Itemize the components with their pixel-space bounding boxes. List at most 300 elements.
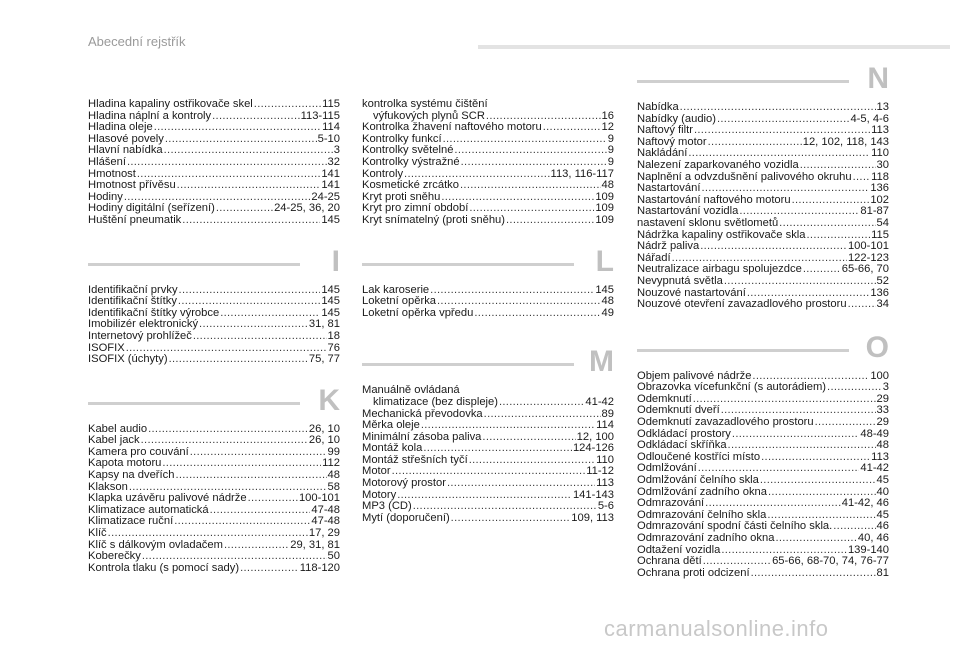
entry-page: 50 bbox=[327, 550, 340, 563]
dot-leader bbox=[443, 134, 607, 146]
entry-page: 12, 100 bbox=[576, 430, 614, 443]
entry-term: Montáž kola bbox=[362, 442, 423, 455]
entry-term: Hodiny digitální (seřízení) bbox=[88, 202, 215, 215]
index-entry bbox=[88, 157, 340, 169]
entry-term: Kamera pro couvání bbox=[88, 445, 189, 458]
entry-page: 81-87 bbox=[860, 205, 889, 218]
dot-leader bbox=[108, 528, 308, 540]
entry-term: Klapka uzávěru palivové nádrže bbox=[88, 492, 247, 505]
entries-k-cont bbox=[362, 111, 614, 227]
entry-page: 47-48 bbox=[311, 503, 340, 516]
dot-leader bbox=[800, 160, 876, 172]
entry-page: 110 bbox=[596, 453, 614, 466]
dot-leader bbox=[708, 137, 802, 149]
entry-page: 5-6 bbox=[597, 500, 614, 513]
entry-page: 41-42 bbox=[585, 395, 614, 408]
entry-page: 109, 113 bbox=[571, 511, 614, 524]
index-entry bbox=[362, 180, 614, 192]
entry-page: 100-101 bbox=[298, 492, 340, 505]
index-entry bbox=[88, 215, 340, 227]
entry-page: 29, 31, 81 bbox=[290, 538, 340, 551]
entry-page: 48-49 bbox=[860, 427, 889, 440]
entry-page: 141 bbox=[321, 167, 340, 180]
dot-leader bbox=[469, 455, 595, 467]
index-column-3 bbox=[637, 64, 889, 579]
entry-term: Odemknutí dveří bbox=[637, 404, 720, 417]
dot-leader bbox=[178, 296, 320, 308]
entry-term: Odmrazování čelního skla bbox=[637, 508, 767, 521]
dot-leader bbox=[451, 513, 571, 525]
entry-term: Hladina kapaliny ostřikovače skel bbox=[88, 98, 253, 110]
index-entry bbox=[637, 218, 889, 230]
entry-term: Kryt pro zimní období bbox=[362, 202, 469, 215]
entry-page: 17, 29 bbox=[308, 527, 340, 540]
entry-page: 112 bbox=[322, 457, 340, 470]
dot-leader bbox=[853, 172, 871, 184]
dot-leader bbox=[162, 458, 321, 470]
entry-page: 5-10 bbox=[317, 132, 340, 145]
dot-leader bbox=[460, 180, 601, 192]
dot-leader bbox=[803, 264, 841, 276]
dot-leader bbox=[397, 490, 572, 502]
dot-leader bbox=[190, 447, 327, 459]
index-entry bbox=[362, 296, 614, 308]
entry-term: Naftový motor bbox=[637, 135, 707, 148]
section-letter-o: O bbox=[865, 330, 889, 364]
dot-leader bbox=[169, 354, 308, 366]
entry-term: Kapsy na dveřích bbox=[88, 469, 175, 482]
entry-term: Hmotnost bbox=[88, 167, 136, 180]
entry-page: 114 bbox=[322, 121, 340, 134]
entries-k bbox=[88, 424, 340, 575]
section-header-n bbox=[637, 64, 889, 102]
entry-term: Nalezení zaparkovaného vozidla bbox=[637, 158, 799, 171]
entry-page: 89 bbox=[601, 407, 614, 420]
section-letter-i: I bbox=[331, 244, 340, 278]
entry-term: Odmrazování spodní části čelního skla. bbox=[637, 520, 833, 533]
entry-page: 145 bbox=[321, 283, 340, 296]
index-entry bbox=[362, 420, 614, 432]
entry-page: 136 bbox=[870, 182, 889, 195]
entry-term: Klíč bbox=[88, 527, 107, 540]
entry-page: 109 bbox=[595, 213, 614, 226]
entry-term: Motorový prostor bbox=[362, 477, 446, 490]
entry-page: 48 bbox=[601, 295, 614, 308]
entry-term: Kapota motoru bbox=[88, 457, 162, 470]
entry-term: Hmotnost přívěsu bbox=[88, 179, 176, 192]
index-entry bbox=[88, 563, 340, 575]
entry-term: Internetový prohlížeč bbox=[88, 329, 192, 342]
entry-page: 139-140 bbox=[847, 543, 889, 556]
dot-leader bbox=[216, 203, 273, 215]
dot-leader bbox=[700, 241, 847, 253]
entry-page: 110 bbox=[871, 147, 889, 160]
entry-page: 47-48 bbox=[311, 515, 340, 528]
index-entry bbox=[88, 516, 340, 528]
entry-term: ISOFIX (úchyty) bbox=[88, 353, 168, 366]
index-entry bbox=[637, 276, 889, 288]
entry-page: 115 bbox=[322, 98, 340, 110]
entry-page: 99 bbox=[327, 445, 340, 458]
entry-term: Loketní opěrka vpředu bbox=[362, 306, 474, 319]
entry-page: 115 bbox=[871, 228, 889, 241]
entry-term: Kryt proti sněhu bbox=[362, 190, 441, 203]
index-entry bbox=[637, 533, 889, 545]
entry-page: 26, 10 bbox=[308, 422, 340, 435]
entry-term: Lak karoserie bbox=[362, 283, 430, 296]
entry-page: 145 bbox=[321, 213, 340, 226]
section-letter-l: L bbox=[595, 244, 614, 278]
dot-leader bbox=[484, 409, 601, 421]
entry-page: 124-126 bbox=[572, 442, 614, 455]
index-entry bbox=[362, 397, 614, 409]
index-column-1 bbox=[88, 99, 340, 574]
dot-leader bbox=[724, 276, 876, 288]
entry-page: 65-66, 70 bbox=[841, 263, 889, 276]
entry-page: 45 bbox=[876, 474, 889, 487]
section-letter-k: K bbox=[318, 383, 340, 417]
dot-leader bbox=[779, 218, 875, 230]
entry-page: 49 bbox=[601, 306, 614, 319]
entry-term: Kryt snímatelný (proti sněhu) bbox=[362, 213, 506, 226]
entry-term: Odemknutí zavazadlového prostoru bbox=[637, 416, 814, 429]
dot-leader bbox=[182, 215, 320, 227]
dot-leader bbox=[827, 382, 882, 394]
entry-term: MP3 (CD) bbox=[362, 500, 412, 513]
section-header-i bbox=[88, 244, 340, 285]
index-entry bbox=[362, 478, 614, 490]
entry-term: Hladina náplní a kontroly bbox=[88, 109, 212, 122]
entry-page: 31, 81 bbox=[308, 318, 340, 331]
dot-leader bbox=[506, 215, 594, 227]
entry-page: 81 bbox=[876, 566, 889, 579]
index-entry bbox=[88, 354, 340, 366]
entry-term: Hlasové povely bbox=[88, 132, 164, 145]
index-entry bbox=[362, 455, 614, 467]
entry-page: 141 bbox=[321, 179, 340, 192]
index-entry bbox=[362, 513, 614, 525]
entry-term: Odkládací skříňka bbox=[637, 439, 727, 452]
entry-term: Koberečky bbox=[88, 550, 141, 563]
entry-term: Ochrana dětí bbox=[637, 555, 702, 568]
index-entry bbox=[362, 308, 614, 320]
section-header-l bbox=[362, 244, 614, 285]
dot-leader bbox=[240, 563, 299, 575]
index-entry bbox=[88, 528, 340, 540]
entry-term: Klíč s dálkovým ovladačem bbox=[88, 538, 223, 551]
dot-leader bbox=[224, 540, 289, 552]
entry-term: Nastartování vozidla bbox=[637, 205, 739, 218]
dot-leader bbox=[127, 157, 327, 169]
index-entry bbox=[637, 568, 889, 580]
entry-term: Odkládací prostory bbox=[637, 427, 731, 440]
entry-term: Nářadí bbox=[637, 251, 671, 264]
entry-term: Mytí (doporučení) bbox=[362, 511, 450, 524]
entry-term: Odtažení vozidla bbox=[637, 543, 721, 556]
entry-page: 40 bbox=[876, 485, 889, 498]
entry-term: Měrka oleje bbox=[362, 419, 420, 432]
entry-page: 102 bbox=[870, 193, 889, 206]
entry-page: 113-115 bbox=[300, 109, 340, 122]
entry-term: Nádrž paliva bbox=[637, 240, 700, 253]
dot-leader bbox=[179, 285, 321, 297]
entry-term: Kontrolka žhavení naftového motoru bbox=[362, 121, 542, 134]
index-entry bbox=[362, 157, 614, 169]
entry-page: 16 bbox=[601, 109, 614, 122]
entry-term: Hodiny bbox=[88, 190, 123, 203]
dot-leader bbox=[760, 475, 876, 487]
entry-page: 118-120 bbox=[299, 561, 340, 574]
entry-page: 65-66, 68-70, 74, 76-77 bbox=[772, 555, 889, 568]
entry-term: Kabel jack bbox=[88, 434, 140, 447]
entry-term: Kontrola tlaku (s pomocí sady) bbox=[88, 561, 240, 574]
section-letter-m: M bbox=[589, 345, 614, 379]
entry-page: 9 bbox=[607, 144, 614, 157]
entry-page: 29 bbox=[876, 392, 889, 405]
entry-term: Kontrolky funkcí bbox=[362, 132, 442, 145]
entry-page: 33 bbox=[876, 404, 889, 417]
index-entry bbox=[362, 215, 614, 227]
entry-page: 145 bbox=[595, 283, 614, 296]
dot-leader bbox=[437, 296, 601, 308]
dot-leader bbox=[164, 145, 333, 157]
entries-o bbox=[637, 371, 889, 580]
entry-term: Nabídky (audio) bbox=[637, 112, 716, 125]
entry-page: 118 bbox=[871, 170, 889, 183]
entry-page: 11-12 bbox=[586, 465, 614, 478]
section-header-o bbox=[637, 330, 889, 371]
entry-term: Nádržka kapaliny ostřikovače skla bbox=[637, 228, 806, 241]
entry-term: Loketní opěrka bbox=[362, 295, 437, 308]
entry-term: Neutralizace airbagu spolujezdce bbox=[637, 263, 802, 276]
dot-leader bbox=[543, 122, 601, 134]
dot-leader bbox=[717, 114, 849, 126]
dot-leader bbox=[174, 516, 310, 528]
dot-leader bbox=[254, 99, 321, 111]
entry-page: 141-143 bbox=[572, 488, 614, 501]
entry-term: Nouzové otevření zavazadlového prostoru bbox=[637, 298, 847, 311]
watermark: carmanualsonline.info bbox=[604, 616, 829, 641]
entry-page: 58 bbox=[327, 480, 340, 493]
dot-leader bbox=[210, 505, 311, 517]
entry-term: Odloučené kostříci místo bbox=[637, 450, 761, 463]
entry-page: 100 bbox=[870, 369, 889, 382]
entry-page: 32 bbox=[327, 155, 340, 168]
entry-page: 3 bbox=[882, 381, 889, 394]
dot-leader bbox=[474, 308, 600, 320]
entry-term: Odmrazování zadního okna bbox=[637, 532, 775, 544]
entry-page: 13 bbox=[876, 101, 889, 113]
dot-leader bbox=[499, 397, 584, 409]
entry-term: Identifikační štítky bbox=[88, 295, 177, 308]
dot-leader bbox=[701, 183, 869, 195]
entry-page: 29 bbox=[876, 416, 889, 429]
dot-leader bbox=[199, 319, 308, 331]
entry-term: Naplnění a odvzdušnění palivového okruhu bbox=[637, 170, 852, 183]
entry-term: Klakson bbox=[88, 480, 128, 493]
entry-term: Minimální zásoba paliva bbox=[362, 430, 482, 443]
index-column-2 bbox=[362, 99, 614, 524]
index-entry bbox=[637, 241, 889, 253]
entry-term: nastavení sklonu světlometů bbox=[637, 216, 779, 229]
index-entry bbox=[88, 180, 340, 192]
entry-term: Hladina oleje bbox=[88, 121, 153, 134]
entry-term: ISOFIX bbox=[88, 341, 125, 354]
entry-page: 76 bbox=[327, 341, 340, 354]
entry-page: 113 bbox=[596, 477, 614, 490]
entry-page: 12 bbox=[601, 121, 614, 134]
dot-leader bbox=[154, 122, 321, 134]
dot-leader bbox=[165, 134, 317, 146]
dot-leader bbox=[732, 429, 859, 441]
dot-leader bbox=[148, 424, 308, 436]
index-entry: Manuálně ovládaná bbox=[362, 384, 460, 397]
entry-term: Identifikační prvky bbox=[88, 283, 178, 296]
dot-leader bbox=[175, 470, 326, 482]
entry-page: 136 bbox=[870, 286, 889, 299]
entries-l bbox=[362, 285, 614, 320]
dot-leader bbox=[430, 285, 594, 297]
index-entry bbox=[637, 417, 889, 429]
entry-term: Nevypnutá světla bbox=[637, 274, 723, 287]
entries-m bbox=[362, 397, 614, 525]
entry-term: Odemknutí bbox=[637, 392, 692, 405]
entry-page: 26, 10 bbox=[308, 434, 340, 447]
entry-term: Kosmetické zrcátko bbox=[362, 179, 459, 192]
entry-term: klimatizace (bez displeje) bbox=[373, 395, 498, 408]
entry-page: 113 bbox=[871, 450, 889, 463]
dot-leader bbox=[220, 308, 320, 320]
dot-leader bbox=[248, 493, 298, 505]
entry-term: Kontroly bbox=[362, 167, 404, 180]
entry-page: 52 bbox=[876, 274, 889, 287]
section-header-m bbox=[362, 347, 614, 385]
entry-term: Nastartování naftového motoru bbox=[637, 193, 791, 206]
entry-term: Mechanická převodovka bbox=[362, 407, 483, 420]
entry-page: 24-25, 36, 20 bbox=[274, 202, 340, 215]
entry-page: 30 bbox=[876, 158, 889, 171]
entry-term: Kabel audio bbox=[88, 422, 148, 435]
dot-leader bbox=[193, 331, 327, 343]
entry-page: 9 bbox=[607, 155, 614, 168]
entry-page: 75, 77 bbox=[308, 353, 340, 366]
dot-leader bbox=[775, 533, 856, 545]
entry-term: Klimatizace ruční bbox=[88, 515, 174, 528]
entry-page: 48 bbox=[876, 439, 889, 452]
index-entry bbox=[88, 331, 340, 343]
index-entry bbox=[637, 102, 889, 114]
index-entry bbox=[88, 99, 340, 111]
entry-page: 48 bbox=[327, 469, 340, 482]
dot-leader bbox=[751, 568, 876, 580]
entry-term: Klimatizace automatická bbox=[88, 503, 209, 516]
entries-i bbox=[88, 285, 340, 366]
dot-leader bbox=[693, 394, 876, 406]
entry-page: 109 bbox=[595, 190, 614, 203]
entry-page: 40, 46 bbox=[857, 532, 889, 544]
dot-leader bbox=[761, 452, 870, 464]
entry-term: výfukových plynů SCR bbox=[373, 109, 485, 122]
entry-page: 41-42 bbox=[860, 462, 889, 475]
header-divider bbox=[478, 45, 950, 49]
entry-page: 46 bbox=[876, 520, 889, 533]
dot-leader bbox=[212, 111, 299, 123]
entry-term: Odmlžování bbox=[637, 462, 697, 475]
dot-leader bbox=[461, 157, 607, 169]
entry-term: Montáž střešních tyčí bbox=[362, 453, 468, 466]
entry-term: Kontrolky výstražné bbox=[362, 155, 460, 168]
section-letter-n: N bbox=[867, 62, 889, 95]
entry-term: Obrazovka vícefunkční (s autorádiem) bbox=[637, 381, 827, 394]
dot-leader bbox=[815, 417, 876, 429]
dot-leader bbox=[482, 432, 575, 444]
entry-term: Imobilizér elektronický bbox=[88, 318, 199, 331]
entry-term: Ochrana proti odcizení bbox=[637, 566, 750, 579]
entries-h bbox=[88, 99, 340, 227]
entry-page: 12, 102, 118, 143 bbox=[802, 135, 889, 148]
dot-leader bbox=[447, 478, 595, 490]
dot-leader bbox=[848, 299, 876, 311]
section-header-k bbox=[88, 383, 340, 424]
entry-term: Hlavní nabídka bbox=[88, 144, 163, 157]
entry-page: 114 bbox=[596, 419, 614, 432]
entry-term: Nouzové nastartování bbox=[637, 286, 746, 299]
entry-term: Odmlžování čelního skla bbox=[637, 474, 759, 487]
entry-term: Identifikační štítky výrobce bbox=[88, 306, 220, 319]
entry-page: 9 bbox=[607, 132, 614, 145]
entry-term: Nakládání bbox=[637, 147, 688, 160]
index-entry bbox=[637, 299, 889, 311]
dot-leader bbox=[177, 180, 321, 192]
index-entry bbox=[637, 183, 889, 195]
index-entry bbox=[637, 475, 889, 487]
entry-page: 4-5, 4-6 bbox=[850, 112, 889, 125]
entries-n bbox=[637, 102, 889, 311]
entry-page: 113 bbox=[871, 124, 889, 137]
entry-term: Odmrazování bbox=[637, 497, 705, 510]
page-header-title: Abecední rejstřík bbox=[88, 34, 186, 49]
entry-term: Kontrolky světelné bbox=[362, 144, 454, 157]
dot-leader bbox=[454, 145, 606, 157]
entry-term: Motory bbox=[362, 488, 397, 501]
entry-page: 145 bbox=[321, 295, 340, 308]
entry-page: 3 bbox=[333, 144, 340, 157]
entry-term: Hlášení bbox=[88, 155, 126, 168]
entry-page: 113, 116-117 bbox=[550, 167, 614, 180]
entry-page: 145 bbox=[321, 306, 340, 319]
entry-term: Odmlžování zadního okna bbox=[637, 485, 767, 498]
entry-page: 34 bbox=[876, 298, 889, 311]
entry-page: 109 bbox=[595, 202, 614, 215]
entry-page: 18 bbox=[327, 329, 340, 342]
entry-term: Huštění pneumatik bbox=[88, 213, 182, 226]
dot-leader bbox=[792, 195, 870, 207]
entry-page: 100-101 bbox=[847, 240, 889, 253]
dot-leader bbox=[680, 102, 876, 114]
entry-page: 41-42, 46 bbox=[841, 497, 889, 510]
dot-leader bbox=[421, 420, 595, 432]
index-entry bbox=[88, 296, 340, 308]
index-entry: kontrolka systému čištění bbox=[362, 98, 488, 110]
entry-page: 122-123 bbox=[847, 251, 889, 264]
entry-page: 45 bbox=[876, 508, 889, 521]
entry-term: Objem palivové nádrže bbox=[637, 369, 752, 382]
entry-term: Motor bbox=[362, 465, 391, 478]
entry-term: Nastartování bbox=[637, 182, 701, 195]
index-entry bbox=[637, 160, 889, 172]
entry-page: 48 bbox=[601, 179, 614, 192]
entry-page: 54 bbox=[876, 216, 889, 229]
